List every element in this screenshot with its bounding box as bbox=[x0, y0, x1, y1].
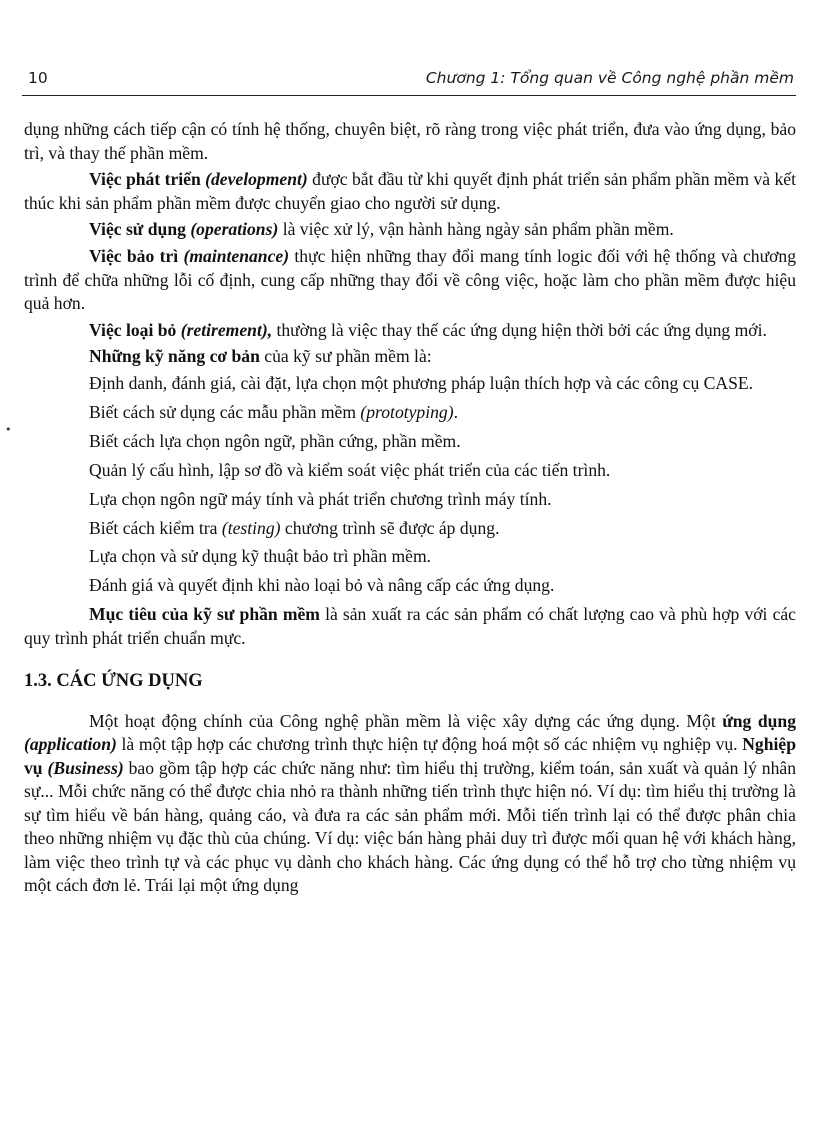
term-application-en: (application) bbox=[24, 734, 117, 755]
running-title: Chương 1: Tổng quan về Công nghệ phần mềm bbox=[425, 69, 794, 87]
paragraph-applications: Một hoạt động chính của Công nghệ phần mềm là việc xây dựng các ứng dụng. Một ứng dụng (application) là một tập hợp các chương trình thực hiện tự động hoá một số các nhiệm vụ nghiệp vụ. Nghiệp vụ (Business) bao gồm tập hợp các chức năng như: tìm hiểu thị trường, kiểm toán, sản xuất và quản lý nhân sự... Mỗi chức năng có thể được chia nhỏ ra thành những tiến trình thực hiện nó. Ví dụ: tìm hiểu thị trường là sự tìm hiểu về bán hàng, quảng cáo, và đưa ra các sản phẩm mới. Mỗi tiến trình lại có thể được phân chia theo những nhiệm vụ đặc thù của chúng. Ví dụ: việc bán hàng phải duy trì được mối quan hệ với khách hàng, làm việc theo trình tự và các phục vụ dành cho khách hàng. Các ứng dụng có thể hỗ trợ cho từng nhiệm vụ một cách đơn lẻ. Trái lại một ứng dụng bbox=[24, 710, 796, 896]
term-business-en: (Business) bbox=[47, 757, 124, 778]
header-rule bbox=[22, 95, 796, 96]
skill-item: Lựa chọn và sử dụng kỹ thuật bảo trì phần mềm. bbox=[89, 546, 432, 567]
skill-item: Định danh, đánh giá, cài đặt, lựa chọn một phương pháp luận thích hợp và các công cụ CASE. bbox=[89, 373, 754, 394]
paragraph-skills-intro: Những kỹ năng cơ bản của kỹ sư phần mềm là: bbox=[89, 346, 432, 367]
paragraph-intro: dụng những cách tiếp cận có tính hệ thống, chuyên biệt, rõ ràng trong việc phát triển, đưa vào ứng dụng, bảo trì, và thay thế phần mềm. bbox=[24, 119, 796, 163]
skill-item: Đánh giá và quyết định khi nào loại bỏ và nâng cấp các ứng dụng. bbox=[89, 575, 555, 596]
term-operations: Việc sử dụng bbox=[89, 219, 186, 240]
skill-item: Biết cách lựa chọn ngôn ngữ, phần cứng, phần mềm. bbox=[89, 430, 461, 451]
skill-item: Biết cách kiểm tra (testing) chương trình sẽ được áp dụng. bbox=[89, 517, 500, 538]
term-goal: Mục tiêu của kỹ sư phần mềm bbox=[89, 604, 320, 625]
page-header bbox=[22, 67, 796, 91]
term-retirement: Việc loại bỏ bbox=[89, 319, 177, 340]
paragraph-operations: Việc sử dụng (operations) là việc xử lý, vận hành hàng ngày sản phẩm phần mềm. bbox=[89, 219, 674, 240]
paragraph-retirement: Việc loại bỏ (retirement), thường là việc thay thế các ứng dụng hiện thời bởi các ứng dụng mới. bbox=[89, 319, 767, 340]
page-number: 10 bbox=[28, 69, 48, 87]
margin-mark: • bbox=[5, 423, 12, 436]
term-maintenance: Việc bảo trì bbox=[89, 246, 179, 267]
term-retirement-en: (retirement), bbox=[180, 319, 273, 340]
paragraph-maintenance: Việc bảo trì (maintenance) thực hiện những thay đổi mang tính logic đối với hệ thống và chương trình để chữa những lỗi cố định, cung cấp những thay đổi về công việc, hoặc làm cho phần mềm được hiệu quả hơn. bbox=[24, 246, 797, 314]
paragraph-goal: Mục tiêu của kỹ sư phần mềm là sản xuất ra các sản phẩm có chất lượng cao và phù hợp với các quy trình phát triển chuẩn mực. bbox=[24, 604, 796, 648]
term-operations-en: (operations) bbox=[190, 219, 279, 240]
term-development-en: (development) bbox=[205, 169, 308, 190]
term-development: Việc phát triển bbox=[89, 169, 201, 190]
section-heading: 1.3. CÁC ỨNG DỤNG bbox=[24, 671, 203, 692]
term-maintenance-en: (maintenance) bbox=[183, 246, 290, 267]
paragraph-development: Việc phát triển (development) được bắt đầu từ khi quyết định phát triển sản phẩm phần mềm và kết thúc khi sản phẩm phần mềm được chuyển giao cho người sử dụng. bbox=[24, 169, 796, 213]
skill-item: Biết cách sử dụng các mẫu phần mềm (prototyping). bbox=[89, 402, 458, 423]
body-text bbox=[24, 118, 796, 901]
term-application: ứng dụng bbox=[722, 710, 796, 731]
term-business: Nghiệp vụ bbox=[24, 734, 796, 778]
skill-item: Quản lý cấu hình, lập sơ đồ và kiểm soát việc phát triển của các tiến trình. bbox=[89, 459, 611, 480]
skill-item: Lựa chọn ngôn ngữ máy tính và phát triển chương trình máy tính. bbox=[89, 488, 552, 509]
term-skills: Những kỹ năng cơ bản bbox=[89, 346, 260, 367]
